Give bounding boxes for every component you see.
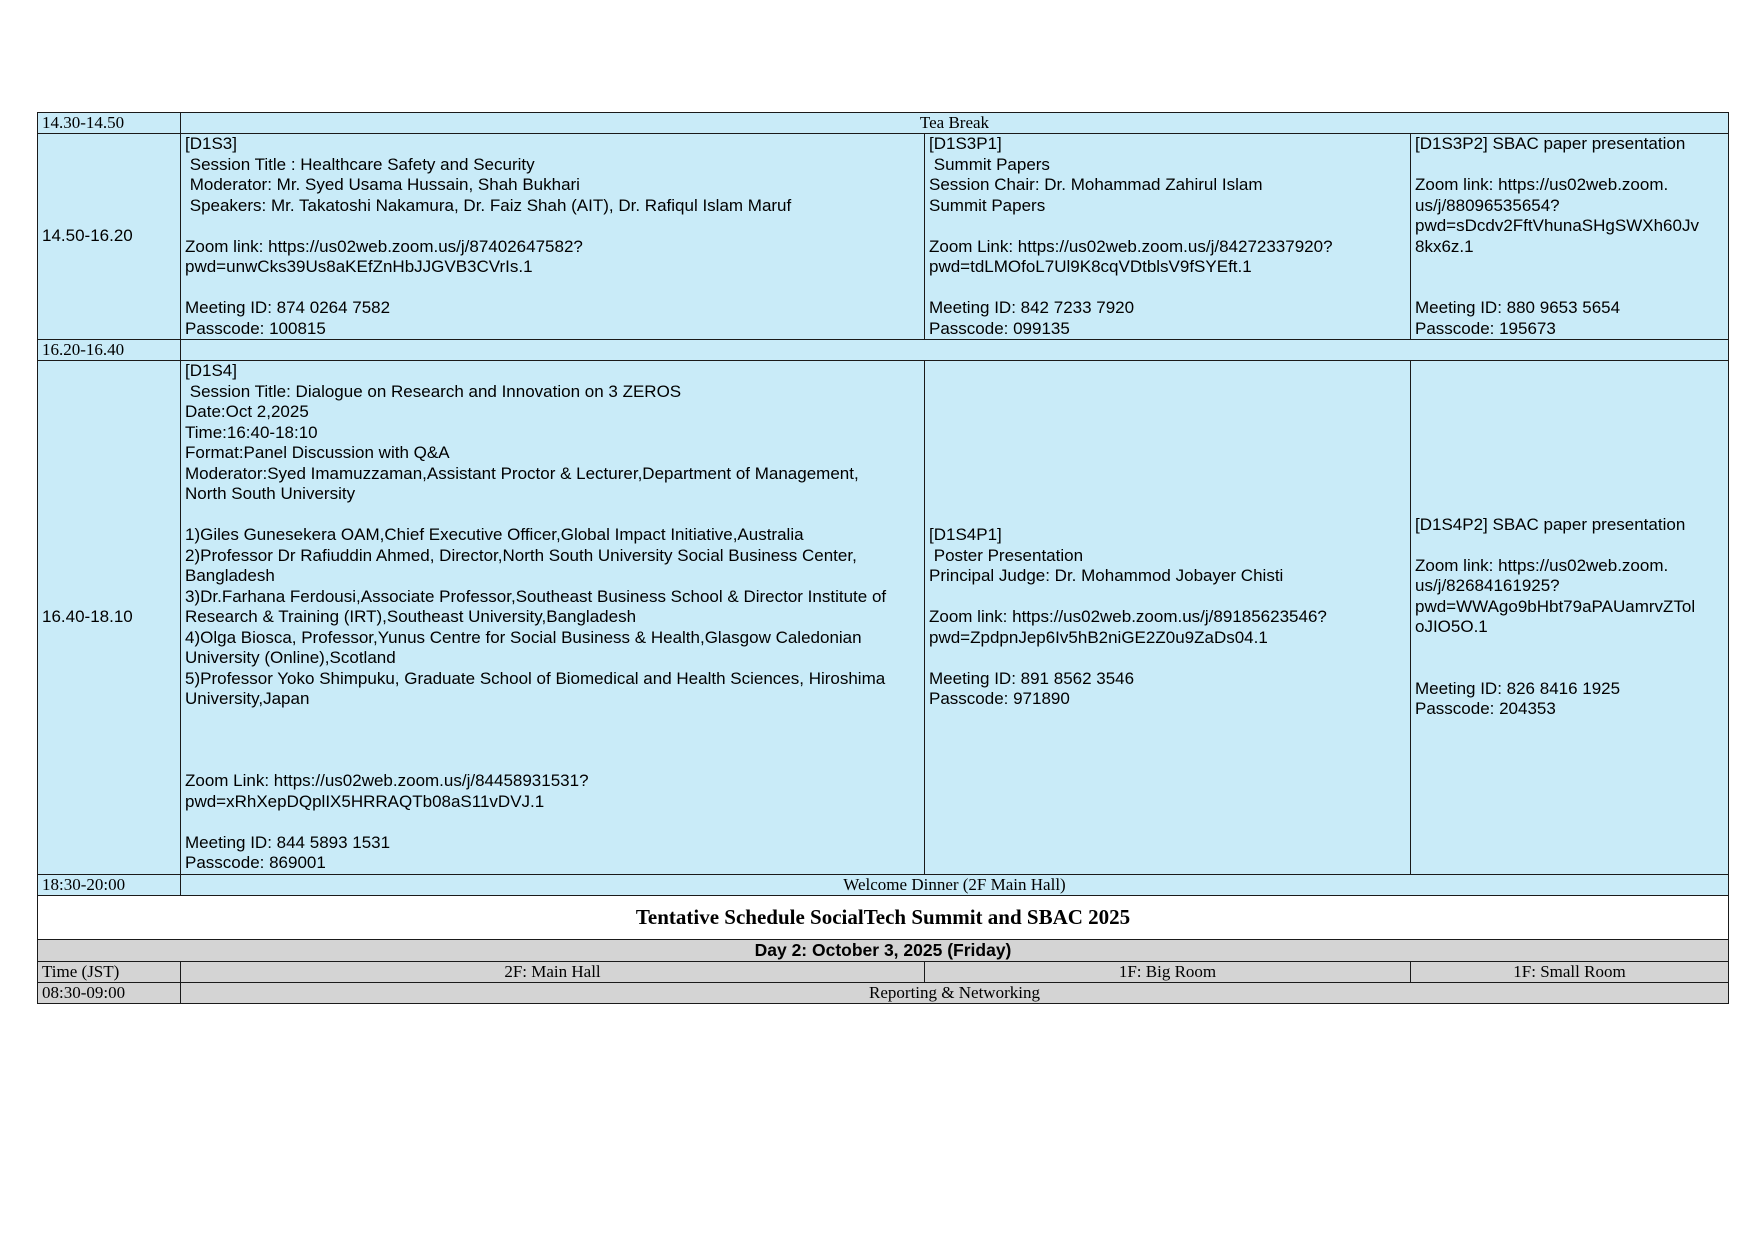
small-room-header: 1F: Small Room (1411, 961, 1729, 982)
reporting-cell: Reporting & Networking (181, 982, 1729, 1003)
schedule-table (37, 112, 1729, 1004)
big-room-header: 1F: Big Room (925, 961, 1411, 982)
reporting-row (38, 982, 1729, 1003)
d1s3p2-small-room-cell: [D1S3P2] SBAC paper presentation Zoom link: https://us02web.zoom. us/j/88096535654? pwd=sDcdv2FftVhunaSHgSWXh60Jv 8kx6z.1 Meeting ID: 880 9653 5654 Passcode: 195673 (1411, 134, 1729, 340)
d1s3-main-hall-cell: [D1S3] Session Title : Healthcare Safety and Security Moderator: Mr. Syed Usama Hussain, Shah Bukhari Speakers: Mr. Takatoshi Nakamura, Dr. Faiz Shah (AIT), Dr. Rafiqul Islam Maruf Zoom link: https://us02web.zoom.us/j/87402647582? pwd=unwCks39Us8aKEfZnHbJJGVB3CVrIs.1 Meeting ID: 874 0264 7582 Passcode: 100815 (181, 134, 925, 340)
gap-cell (181, 340, 1729, 361)
d1s4p1-big-room-cell: [D1S4P1] Poster Presentation Principal Judge: Dr. Mohammod Jobayer Chisti Zoom link: https://us02web.zoom.us/j/89185623546? pwd=ZpdpnJep6Iv5hB2niGE2Z0u9ZaDs04.1 Meeting ID: 891 8562 3546 Passcode: 971890 (925, 361, 1411, 875)
room-header-row (38, 961, 1729, 982)
dinner-cell: Welcome Dinner (2F Main Hall) (181, 874, 1729, 895)
day2-row (38, 939, 1729, 961)
d1s4-main-hall-cell: [D1S4] Session Title: Dialogue on Research and Innovation on 3 ZEROS Date:Oct 2,2025 Time:16:40-18:10 Format:Panel Discussion with Q&A Moderator:Syed Imamuzzaman,Assistant Proctor & Lecturer,Department of Management, North South University 1)Giles Gunesekera OAM,Chief Executive Officer,Global Impact Initiative,Australia 2)Professor Dr Rafiuddin Ahmed, Director,North South University Social Business Center, Bangladesh 3)Dr.Farhana Ferdousi,Associate Professor,Southeast Business School & Director Institute of Research & Training (IRT),Southeast University,Bangladesh 4)Olga Biosca, Professor,Yunus Centre for Social Business & Health,Glasgow Caledonian University (Online),Scotland 5)Professor Yoko Shimpuku, Graduate School of Biomedical and Health Sciences, Hiroshima University,Japan Zoom Link: https://us02web.zoom.us/j/84458931531? pwd=xRhXepDQplIX5HRRAQTb08aS11vDVJ.1 Meeting ID: 844 5893 1531 Passcode: 869001 (181, 361, 925, 875)
time-cell: 14.50-16.20 (38, 134, 181, 340)
main-hall-header: 2F: Main Hall (181, 961, 925, 982)
d1s4p2-small-room-cell: [D1S4P2] SBAC paper presentation Zoom link: https://us02web.zoom. us/j/82684161925? pwd=WWAgo9bHbt79aPAUamrvZTol oJIO5O.1 Meeting ID: 826 8416 1925 Passcode: 204353 (1411, 361, 1729, 875)
time-header: Time (JST) (38, 961, 181, 982)
d1s4-row (38, 361, 1729, 875)
time-cell: 18:30-20:00 (38, 874, 181, 895)
d1s3-row (38, 134, 1729, 340)
gap-row (38, 340, 1729, 361)
title-row (38, 895, 1729, 939)
time-cell: 08:30-09:00 (38, 982, 181, 1003)
time-cell: 16.40-18.10 (38, 361, 181, 875)
day2-heading: Day 2: October 3, 2025 (Friday) (38, 939, 1729, 961)
time-cell: 14.30-14.50 (38, 113, 181, 134)
tea-break-row (38, 113, 1729, 134)
tea-break-cell: Tea Break (181, 113, 1729, 134)
time-cell: 16.20-16.40 (38, 340, 181, 361)
d1s3p1-big-room-cell: [D1S3P1] Summit Papers Session Chair: Dr. Mohammad Zahirul Islam Summit Papers Zoom Link: https://us02web.zoom.us/j/84272337920? pwd=tdLMOfoL7Ul9K8cqVDtblsV9fSYEft.1 Meeting ID: 842 7233 7920 Passcode: 099135 (925, 134, 1411, 340)
schedule-title: Tentative Schedule SocialTech Summit and SBAC 2025 (38, 895, 1729, 939)
dinner-row (38, 874, 1729, 895)
